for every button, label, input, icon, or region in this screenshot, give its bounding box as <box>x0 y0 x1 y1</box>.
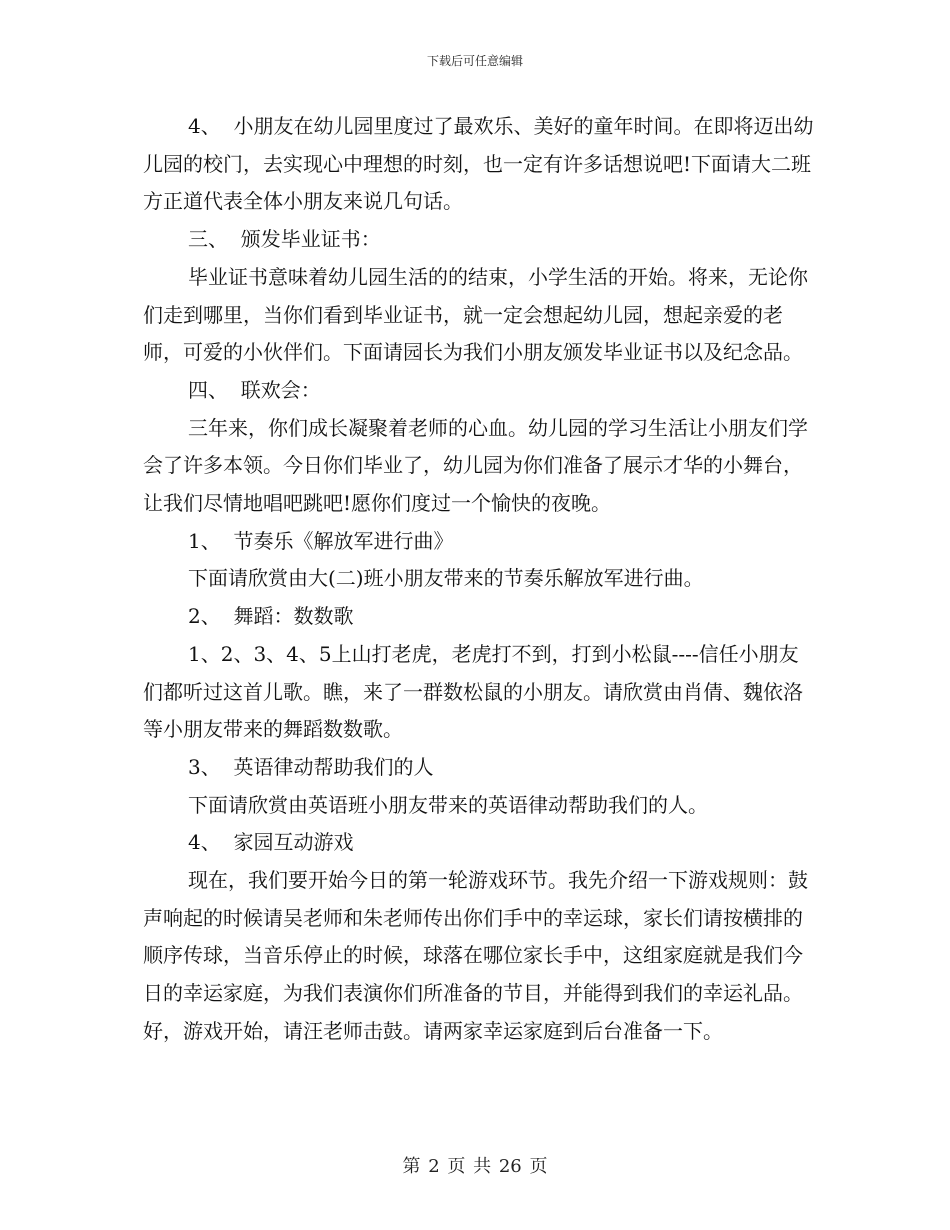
paragraph: 三年来，你们成长凝聚着老师的心血。幼儿园的学习生活让小朋友们学会了许多本领。今日你们毕业了，幼儿园为你们准备了展示才华的小舞台，让我们尽情地唱吧跳吧!愿你们度过一个愉快的夜晚。 <box>143 415 808 516</box>
paragraph: 毕业证书意味着幼儿园生活的的结束，小学生活的开始。将来，无论你们走到哪里，当你们看到毕业证书，就一定会想起幼儿园，想起亲爱的老师，可爱的小伙伴们。下面请园长为我们小朋友颁发毕业证书以及纪念品。 <box>143 264 808 365</box>
program-item-heading: 3、 英语律动帮助我们的人 <box>188 754 434 779</box>
section-heading: 四、 联欢会： <box>188 377 321 402</box>
paragraph: 下面请欣赏由英语班小朋友带来的英语律动帮助我们的人。 <box>188 792 708 817</box>
paragraph: 4、 小朋友在幼儿园里度过了最欢乐、美好的童年时间。在即将迈出幼儿园的校门，去实现心中理想的时刻，也一定有许多话想说吧!下面请大二班方正道代表全体小朋友来说几句话。 <box>143 114 814 214</box>
paragraph: 1、2、3、4、5上山打老虎，老虎打不到，打到小松鼠----信任小朋友们都听过这首儿歌。瞧，来了一群数松鼠的小朋友。请欣赏由肖倩、魏依洛等小朋友带来的舞蹈数数歌。 <box>143 641 803 742</box>
program-item-heading: 1、 节奏乐《解放军进行曲》 <box>188 528 454 553</box>
paragraph: 现在，我们要开始今日的第一轮游戏环节。我先介绍一下游戏规则：鼓声响起的时候请吴老师和朱老师传出你们手中的幸运球，家长们请按横排的顺序传球，当音乐停止的时候，球落在哪位家长手中，这组家庭就是我们今日的幸运家庭，为我们表演你们所准备的节目，并能得到我们的幸运礼品。好，游戏开始，请汪老师击鼓。请两家幸运家庭到后台准备一下。 <box>143 868 808 1043</box>
page-header: 下载后可任意编辑 <box>426 54 523 68</box>
program-item-heading: 2、 舞蹈：数数歌 <box>188 604 354 629</box>
paragraph: 下面请欣赏由大(二)班小朋友带来的节奏乐解放军进行曲。 <box>188 566 704 591</box>
section-heading: 三、 颁发毕业证书： <box>188 227 381 252</box>
page-footer: 第 2 页 共 26 页 <box>402 1156 548 1177</box>
program-item-heading: 4、 家园互动游戏 <box>188 830 354 855</box>
document-body <box>143 108 815 1051</box>
